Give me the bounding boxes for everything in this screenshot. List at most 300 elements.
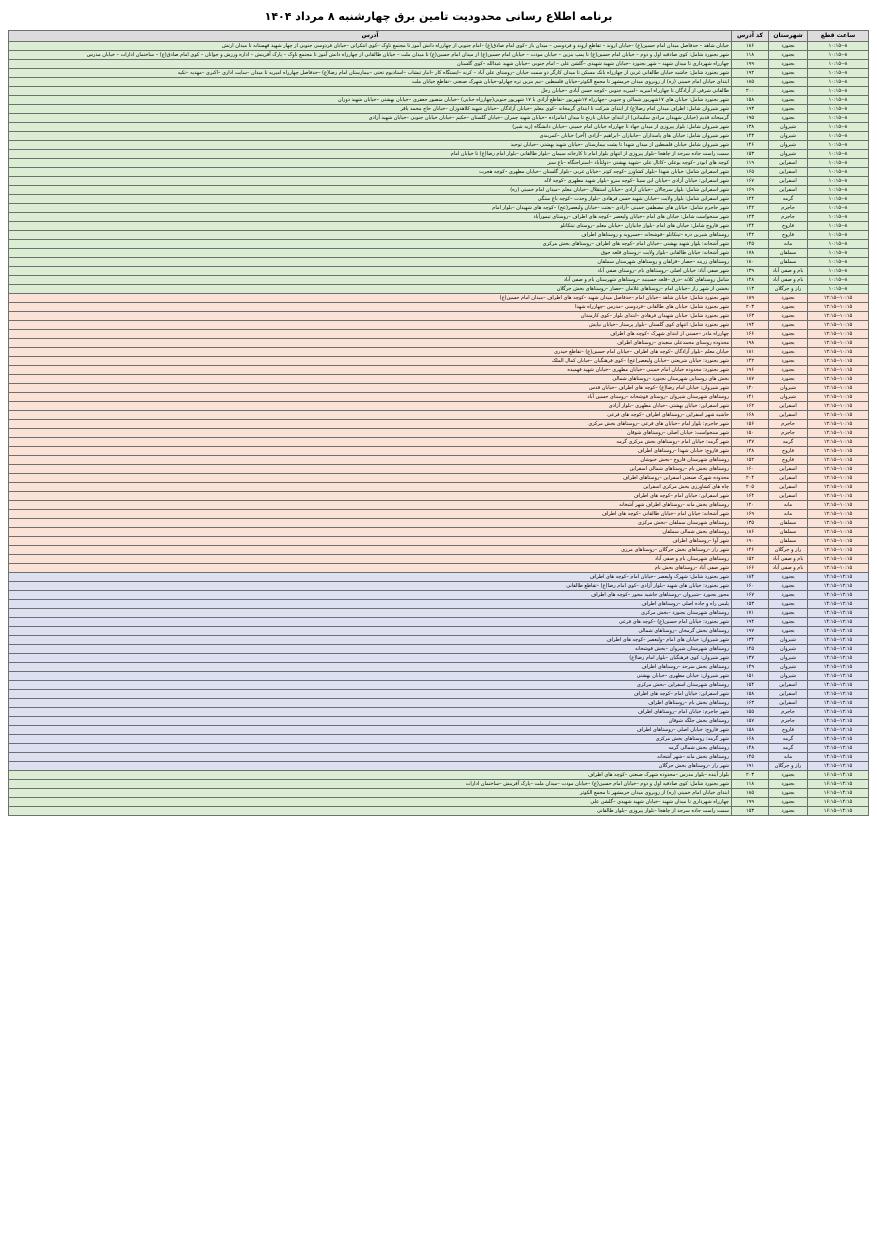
- cell-time: ۱۰:۱۵--۱۲:۱۵: [808, 366, 869, 375]
- cell-city: اسفراین: [769, 483, 808, 492]
- table-row: [9, 267, 869, 276]
- cell-address: خیابان معلم –بلوار آزادگان –کوچه های اطراف –خیابان امام حسین(ع) –تقاطع حیدری: [9, 348, 732, 357]
- cell-code: ۱۱۸: [732, 51, 769, 60]
- cell-address: شهر شیروان: خیابان های امام –ولیعصر –کوچه های اطراف: [9, 636, 732, 645]
- table-row: [9, 411, 869, 420]
- cell-address: شهر گرمه: روستاهای بخش مرکزی: [9, 735, 732, 744]
- cell-address: روستاهای بخش بام –روستاهای شمالی اسفراین: [9, 465, 732, 474]
- cell-time: ۱۰:۱۵--۱۲:۱۵: [808, 420, 869, 429]
- cell-code: ۱۶۷: [732, 177, 769, 186]
- cell-city: بجنورد: [769, 303, 808, 312]
- cell-time: ۸--۱۰:۱۵: [808, 123, 869, 132]
- table-row: [9, 663, 869, 672]
- cell-city: اسفراین: [769, 402, 808, 411]
- cell-address: شهر سنخواست شامل: خیابان های امام –خیابان ولیعصر –کوچه های اطراف –روستای تیمورآباد: [9, 213, 732, 222]
- cell-code: ۱۶۸: [732, 411, 769, 420]
- cell-time: ۱۰:۱۵--۱۲:۱۵: [808, 393, 869, 402]
- cell-time: ۱۰:۱۵--۱۲:۱۵: [808, 294, 869, 303]
- table-row: [9, 519, 869, 528]
- cell-city: جاجرم: [769, 708, 808, 717]
- cell-time: ۸--۱۰:۱۵: [808, 87, 869, 96]
- cell-city: اسفراین: [769, 411, 808, 420]
- table-row: [9, 366, 869, 375]
- table-row: [9, 294, 869, 303]
- table-body: [9, 42, 869, 816]
- cell-code: ۱۹۹: [732, 798, 769, 807]
- table-row: [9, 339, 869, 348]
- cell-address: شهر اسفراین: خیابان آزادی –خیابان ابن سینا –کوچه سرو –بلوار شهید مطهری –کوچه لاله: [9, 177, 732, 186]
- cell-address: شهر بجنورد: خیابان امام حسین(ع) –کوچه های فرعی: [9, 618, 732, 627]
- cell-city: بجنورد: [769, 114, 808, 123]
- cell-city: اسفراین: [769, 690, 808, 699]
- table-row: [9, 348, 869, 357]
- cell-address: روستاهای شهرستان بجنورد –بخش مرکزی: [9, 609, 732, 618]
- outage-table-wrap: [8, 30, 869, 816]
- cell-city: بجنورد: [769, 627, 808, 636]
- cell-city: فاروج: [769, 447, 808, 456]
- cell-code: ۱۵۸: [732, 690, 769, 699]
- cell-time: ۱۰:۱۵--۱۲:۱۵: [808, 456, 869, 465]
- cell-city: بجنورد: [769, 771, 808, 780]
- cell-address: محور بجنورد –شیروان –روستاهای حاشیه محور –کوچه های اطراف: [9, 591, 732, 600]
- cell-city: فاروج: [769, 222, 808, 231]
- cell-city: سملقان: [769, 528, 808, 537]
- cell-time: ۱۲:۱۵--۱۴:۱۵: [808, 645, 869, 654]
- cell-time: ۱۰:۱۵--۱۲:۱۵: [808, 465, 869, 474]
- cell-city: بام و صفی آباد: [769, 564, 808, 573]
- cell-code: ۱۸۶: [732, 42, 769, 51]
- cell-city: بجنورد: [769, 78, 808, 87]
- table-row: [9, 87, 869, 96]
- table-row: [9, 717, 869, 726]
- cell-time: ۱۴:۱۵--۱۶:۱۵: [808, 807, 869, 816]
- table-row: [9, 69, 869, 78]
- cell-time: ۱۴:۱۵--۱۶:۱۵: [808, 798, 869, 807]
- cell-city: اسفراین: [769, 159, 808, 168]
- cell-code: ۱۴۲: [732, 357, 769, 366]
- cell-address: کوچه های ابوذر –کوچه بوعلی –کانال علی –شهید بهشتی –دولتآباد –استراحتگاه –باغ سبز: [9, 159, 732, 168]
- cell-address: شهر بجنورد شامل: انتهای کوی گلستان –بلوار پرستار –خیابان نیایش: [9, 321, 732, 330]
- cell-code: ۱۵۱: [732, 672, 769, 681]
- cell-address: روستاهای شهرستان فاروج –بخش خبوشان: [9, 456, 732, 465]
- table-row: [9, 654, 869, 663]
- cell-code: ۱۸۰: [732, 258, 769, 267]
- table-row: [9, 249, 869, 258]
- cell-code: ۱۵۳: [732, 150, 769, 159]
- cell-time: ۸--۱۰:۱۵: [808, 69, 869, 78]
- table-row: [9, 231, 869, 240]
- cell-city: بجنورد: [769, 60, 808, 69]
- table-row: [9, 780, 869, 789]
- cell-time: ۸--۱۰:۱۵: [808, 240, 869, 249]
- table-header-row: [9, 31, 869, 42]
- table-row: [9, 159, 869, 168]
- cell-code: ۱۲۳: [732, 213, 769, 222]
- cell-code: ۱۹۱: [732, 762, 769, 771]
- cell-address: ابتدای خیابان امام خمینی (ره) از روبروی میدان خرمشهر تا مجمع الکوثر–خیابان فلسطین –نیم بنزین تره چهارلو–خیابان شهرک صنعتی –تقاطع خیابان ملت: [9, 78, 732, 87]
- cell-address: پلیس راه و جاده اصلی –روستاهای اطراف: [9, 600, 732, 609]
- table-row: [9, 186, 869, 195]
- cell-time: ۱۰:۱۵--۱۲:۱۵: [808, 384, 869, 393]
- cell-code: ۱۴۱: [732, 393, 769, 402]
- cell-code: ۱۷۸: [732, 249, 769, 258]
- cell-address: شهر بجنورد شامل: شهرک ولیعصر –خیابان امام –کوچه های اطراف: [9, 573, 732, 582]
- table-row: [9, 510, 869, 519]
- cell-city: راز و جرگلان: [769, 285, 808, 294]
- cell-time: ۱۰:۱۵--۱۲:۱۵: [808, 537, 869, 546]
- cell-city: شیروان: [769, 672, 808, 681]
- table-row: [9, 429, 869, 438]
- cell-address: شهر صفی آباد: خیابان اصلی –روستاهای بام –روستای صفی آباد: [9, 267, 732, 276]
- cell-time: ۸--۱۰:۱۵: [808, 78, 869, 87]
- cell-address: شهر شیروان شامل: اطراف میدان امام رضا(ع) از ابتدای شرکت تا ابتدای گرمخانه –کوی معلم –خیابان آزادگان –خیابان شهید کلاهدوزان –خیابان حاج محمد باقر: [9, 105, 732, 114]
- cell-code: ۲۰۳: [732, 771, 769, 780]
- cell-address: محدوده روستای محمدعلی سعیدی –روستاهای اطراف: [9, 339, 732, 348]
- cell-address: روستاهای شیرین دره –تیتکانلو –قوشخانه –خسرویه و روستاهای اطراف: [9, 231, 732, 240]
- cell-city: بجنورد: [769, 573, 808, 582]
- cell-code: ۱۴۶: [732, 141, 769, 150]
- cell-city: بجنورد: [769, 321, 808, 330]
- table-row: [9, 240, 869, 249]
- header-time: ساعت قطع: [808, 31, 869, 42]
- cell-code: ۱۸۱: [732, 348, 769, 357]
- table-row: [9, 78, 869, 87]
- cell-time: ۱۰:۱۵--۱۲:۱۵: [808, 528, 869, 537]
- cell-time: ۱۲:۱۵--۱۴:۱۵: [808, 618, 869, 627]
- cell-code: ۱۴۵: [732, 753, 769, 762]
- cell-city: شیروان: [769, 393, 808, 402]
- cell-time: ۱۲:۱۵--۱۴:۱۵: [808, 627, 869, 636]
- cell-address: شهر فاروج: خیابان شهدا –روستاهای اطراف: [9, 447, 732, 456]
- cell-address: شهر بجنورد شامل: خیابان های طالقانی –فردوسی –مدرس –چهارراه شهدا: [9, 303, 732, 312]
- cell-time: ۱۰:۱۵--۱۲:۱۵: [808, 312, 869, 321]
- cell-code: ۱۶۰: [732, 582, 769, 591]
- cell-city: اسفراین: [769, 681, 808, 690]
- cell-city: بام و صفی آباد: [769, 555, 808, 564]
- cell-time: ۱۰:۱۵--۱۲:۱۵: [808, 546, 869, 555]
- cell-address: چهارراه شهرداری تا میدان شهید –خیابان شهید شهیدی –گلشن علی: [9, 798, 732, 807]
- cell-city: بجنورد: [769, 780, 808, 789]
- cell-city: بجنورد: [769, 105, 808, 114]
- cell-address: شامل روستاهای کلاته –درق –قلعه حسینیه –روستاهای شهرستان بام و صفی آباد: [9, 276, 732, 285]
- cell-time: ۱۰:۱۵--۱۲:۱۵: [808, 375, 869, 384]
- table-row: [9, 375, 869, 384]
- cell-code: ۱۹۴: [732, 321, 769, 330]
- cell-time: ۱۰:۱۵--۱۲:۱۵: [808, 555, 869, 564]
- cell-city: اسفراین: [769, 699, 808, 708]
- cell-address: روستاهای شهرستان شیروان –بخش قوشخانه: [9, 645, 732, 654]
- cell-time: ۸--۱۰:۱۵: [808, 150, 869, 159]
- cell-time: ۸--۱۰:۱۵: [808, 177, 869, 186]
- cell-time: ۱۰:۱۵--۱۲:۱۵: [808, 519, 869, 528]
- cell-address: شهر آشخانه: خیابان طالقانی –بلوار ولایت –روستای قلعه جوق: [9, 249, 732, 258]
- cell-city: بجنورد: [769, 42, 808, 51]
- cell-address: چهارراه شهرداری تا میدان شهید – شهر بجنورد –خیابان شهید شهیدی –گلشن علی – امام جنوبی –خیابان شهید عبدالله –کوی گلستان: [9, 60, 732, 69]
- cell-code: ۱۹۸: [732, 339, 769, 348]
- cell-address: شهر بجنورد شامل: کوی صادقیه اول و دوم –خیابان امام حسین(ع) –خیابان مودت –میدان ملت –پارک آفرینش –ساختمان ادارات: [9, 780, 732, 789]
- cell-address: شهر شیروان شامل: خیابان های پاسداران –جانبازان –ابراهیم –آزادی (آخر) خیابان –کمربندی: [9, 132, 732, 141]
- cell-address: ابتدای خیابان امام خمینی (ره) از روبروی میدان خرمشهر تا مجمع الکوثر: [9, 789, 732, 798]
- cell-time: ۱۲:۱۵--۱۴:۱۵: [808, 654, 869, 663]
- cell-city: بجنورد: [769, 591, 808, 600]
- cell-city: شیروان: [769, 132, 808, 141]
- cell-code: ۱۴۶: [732, 546, 769, 555]
- cell-time: ۱۴:۱۵--۱۶:۱۵: [808, 771, 869, 780]
- cell-code: ۱۶۹: [732, 186, 769, 195]
- cell-address: شهر گرمه: خیابان امام –روستاهای بخش مرکزی گرمه: [9, 438, 732, 447]
- cell-time: ۸--۱۰:۱۵: [808, 60, 869, 69]
- cell-code: ۱۳۹: [732, 267, 769, 276]
- cell-time: ۱۲:۱۵--۱۴:۱۵: [808, 735, 869, 744]
- table-row: [9, 393, 869, 402]
- cell-address: شهر بجنورد شامل: خیابان شهیدان فرهادی –ابتدای بلوار –کوی کارمندان: [9, 312, 732, 321]
- table-row: [9, 51, 869, 60]
- cell-address: چهارراه مادر –حسنی از ابتدای شهرک –کوچه های اطراف: [9, 330, 732, 339]
- cell-address: شهر اسفراین شامل: خیابان شهدا –بلوار کشاورز –کوچه کوثر –خیابان غربی –بلوار گلستان –خیابان مطهری –کوچه هجرت: [9, 168, 732, 177]
- cell-time: ۱۲:۱۵--۱۴:۱۵: [808, 762, 869, 771]
- cell-code: ۱۴۷: [732, 438, 769, 447]
- cell-time: ۸--۱۰:۱۵: [808, 132, 869, 141]
- cell-city: سملقان: [769, 537, 808, 546]
- table-row: [9, 420, 869, 429]
- table-row: [9, 330, 869, 339]
- table-row: [9, 627, 869, 636]
- cell-address: شهر فاروج شامل: خیابان های امام –بلوار جانبازان –خیابان معلم –روستای تیتکانلو: [9, 222, 732, 231]
- cell-code: ۱۶۸: [732, 735, 769, 744]
- table-row: [9, 114, 869, 123]
- cell-address: شهر جاجرم: خیابان امام –روستاهای اطراف: [9, 708, 732, 717]
- cell-code: ۱۱۹: [732, 159, 769, 168]
- cell-address: شهر شیروان: خیابان امام رضا(ع) –کوچه های اطراف –خیابان قدس: [9, 384, 732, 393]
- cell-time: ۸--۱۰:۱۵: [808, 114, 869, 123]
- table-row: [9, 582, 869, 591]
- cell-code: ۱۴۰: [732, 384, 769, 393]
- table-row: [9, 321, 869, 330]
- table-row: [9, 735, 869, 744]
- cell-city: جاجرم: [769, 717, 808, 726]
- cell-address: روستاهای بخش بام –روستاهای اطراف: [9, 699, 732, 708]
- cell-code: ۱۴۸: [732, 276, 769, 285]
- cell-code: ۱۶۹: [732, 510, 769, 519]
- cell-city: راز و جرگلان: [769, 546, 808, 555]
- cell-code: ۱۴۸: [732, 744, 769, 753]
- table-row: [9, 546, 869, 555]
- cell-address: بخش های روستایی شهرستان بجنورد –روستاهای شمالی: [9, 375, 732, 384]
- cell-time: ۸--۱۰:۱۵: [808, 141, 869, 150]
- cell-code: ۱۸۷: [732, 375, 769, 384]
- table-row: [9, 528, 869, 537]
- cell-code: ۱۵۵: [732, 708, 769, 717]
- cell-address: روستاهای بخش مانه –شهر آشخانه: [9, 753, 732, 762]
- cell-code: ۱۵۸: [732, 96, 769, 105]
- cell-time: ۱۲:۱۵--۱۴:۱۵: [808, 672, 869, 681]
- cell-code: ۱۳۷: [732, 654, 769, 663]
- cell-address: شهر شیروان: خیابان مطهری –خیابان بهشتی: [9, 672, 732, 681]
- cell-time: ۱۰:۱۵--۱۲:۱۵: [808, 447, 869, 456]
- table-row: [9, 645, 869, 654]
- cell-time: ۸--۱۰:۱۵: [808, 42, 869, 51]
- table-row: [9, 807, 869, 816]
- cell-city: بجنورد: [769, 798, 808, 807]
- cell-address: شهر اسفراین شامل: بلوار سرچالان –خیابان آزادی –خیابان استقلال –خیابان معلم –میدان امام خمینی (ره): [9, 186, 732, 195]
- table-row: [9, 438, 869, 447]
- cell-city: مانه: [769, 501, 808, 510]
- cell-address: روستاهای بخش سرحد –روستاهای اطراف: [9, 663, 732, 672]
- cell-time: ۸--۱۰:۱۵: [808, 105, 869, 114]
- cell-time: ۱۰:۱۵--۱۲:۱۵: [808, 348, 869, 357]
- header-city: شهرستان: [769, 31, 808, 42]
- cell-code: ۱۶۲: [732, 402, 769, 411]
- cell-city: شیروان: [769, 150, 808, 159]
- cell-code: ۱۱۳: [732, 285, 769, 294]
- cell-address: شهر بجنورد شامل: کوی صادقیه اول و دوم – خیابان امام حسین(ع) تا پمپ بنزین – خیابان مودت – خیابان امام حسین(ع) از میدان امام حسین(ع) تا میدان ملت – خیابان طالقانی از چهارراه دانش آموز تا مجتمع ناوک – پارک آفرینش – اداره ورزش و جوانان – کوی امام صادق(ع) – ساختمان ادارات – خیابان مدرس: [9, 51, 732, 60]
- outage-table: [8, 30, 869, 816]
- table-row: [9, 744, 869, 753]
- cell-city: گرمه: [769, 744, 808, 753]
- table-row: [9, 492, 869, 501]
- cell-time: ۸--۱۰:۱۵: [808, 231, 869, 240]
- cell-time: ۱۰:۱۵--۱۲:۱۵: [808, 357, 869, 366]
- cell-address: شهر شیروان: کوی فرهنگیان –بلوار امام رضا(ع): [9, 654, 732, 663]
- cell-city: اسفراین: [769, 186, 808, 195]
- cell-city: جاجرم: [769, 429, 808, 438]
- table-row: [9, 600, 869, 609]
- cell-time: ۱۴:۱۵--۱۶:۱۵: [808, 789, 869, 798]
- cell-time: ۱۰:۱۵--۱۲:۱۵: [808, 438, 869, 447]
- cell-code: ۱۶۰: [732, 465, 769, 474]
- cell-city: شیروان: [769, 654, 808, 663]
- cell-code: ۱۶۶: [732, 564, 769, 573]
- cell-time: ۱۰:۱۵--۱۲:۱۵: [808, 474, 869, 483]
- cell-city: بجنورد: [769, 69, 808, 78]
- cell-time: ۱۰:۱۵--۱۲:۱۵: [808, 321, 869, 330]
- cell-address: روستاهای شهرستان شیروان –روستای قوشخانه –روستای حسین آباد: [9, 393, 732, 402]
- cell-time: ۱۰:۱۵--۱۲:۱۵: [808, 330, 869, 339]
- cell-address: روستاهای شهرستان بام و صفی آباد: [9, 555, 732, 564]
- cell-time: ۱۲:۱۵--۱۴:۱۵: [808, 699, 869, 708]
- cell-code: ۱۳۸: [732, 123, 769, 132]
- cell-code: ۱۵۰: [732, 429, 769, 438]
- cell-city: بجنورد: [769, 96, 808, 105]
- cell-city: جاجرم: [769, 204, 808, 213]
- cell-time: ۱۲:۱۵--۱۴:۱۵: [808, 726, 869, 735]
- cell-address: شهر بجنورد شامل: خیابان های ۱۷شهریور شمالی و جنوبی –چهارراه ۱۷شهریور –تقاطع آزادی با ۱۷ شهریور جنوبی(چهارراه حنابی) –خیابان منصور جعفری –خیابان بهشتی –خیابان شهید دوران: [9, 96, 732, 105]
- cell-code: ۲۰۳: [732, 303, 769, 312]
- cell-time: ۱۲:۱۵--۱۴:۱۵: [808, 582, 869, 591]
- cell-time: ۸--۱۰:۱۵: [808, 186, 869, 195]
- table-row: [9, 591, 869, 600]
- cell-city: بجنورد: [769, 600, 808, 609]
- cell-city: گرمه: [769, 438, 808, 447]
- cell-code: ۱۸۴: [732, 573, 769, 582]
- cell-address: طالقانی شرقی از آزادگان تا چهارراه امیریه –امیریه جنوبی –کوچه حسن آبادی –خیابان رجل: [9, 87, 732, 96]
- cell-city: بجنورد: [769, 582, 808, 591]
- cell-time: ۱۰:۱۵--۱۲:۱۵: [808, 492, 869, 501]
- table-row: [9, 177, 869, 186]
- table-row: [9, 123, 869, 132]
- table-row: [9, 213, 869, 222]
- cell-city: فاروج: [769, 231, 808, 240]
- cell-time: ۱۰:۱۵--۱۲:۱۵: [808, 564, 869, 573]
- table-row: [9, 753, 869, 762]
- cell-city: شیروان: [769, 663, 808, 672]
- cell-address: روستاهای بخش جلگه شوقان: [9, 717, 732, 726]
- cell-address: چاه های کشاورزی بخش مرکزی اسفراین: [9, 483, 732, 492]
- cell-address: شهر اسفراین: خیابان بهشتی –خیابان مطهری –بلوار آزادی: [9, 402, 732, 411]
- cell-time: ۱۲:۱۵--۱۴:۱۵: [808, 591, 869, 600]
- table-row: [9, 312, 869, 321]
- cell-code: ۲۰۵: [732, 483, 769, 492]
- cell-address: حاشیه شهر اسفراین –روستاهای اطراف –کوچه های فرعی: [9, 411, 732, 420]
- cell-city: سملقان: [769, 258, 808, 267]
- cell-city: بجنورد: [769, 366, 808, 375]
- cell-address: شهر شیروان شامل خیابان فلسطین از میدان شهدا تا پشت بیمارستان –خیابان شهید بهشتی –خیابان توحید: [9, 141, 732, 150]
- table-row: [9, 96, 869, 105]
- table-row: [9, 132, 869, 141]
- cell-code: ۱۵۸: [732, 726, 769, 735]
- cell-address: شهر فاروج: خیابان اصلی –روستاهای اطراف: [9, 726, 732, 735]
- cell-code: ۱۴۴: [732, 222, 769, 231]
- cell-address: شهر آشخانه: خیابان امام –خیابان طالقانی –کوچه های اطراف: [9, 510, 732, 519]
- table-row: [9, 636, 869, 645]
- header-address: آدرس: [9, 31, 732, 42]
- table-row: [9, 555, 869, 564]
- cell-code: ۱۹۵: [732, 114, 769, 123]
- cell-code: ۱۶۷: [732, 591, 769, 600]
- cell-code: ۱۸۵: [732, 789, 769, 798]
- table-row: [9, 474, 869, 483]
- cell-address: شهر اسفراین شامل: بلوار ولایت –خیابان شهید حسن فرهادی –بلوار وحدت –کوچه باغ سنگی: [9, 195, 732, 204]
- table-row: [9, 762, 869, 771]
- cell-code: ۱۵۴: [732, 681, 769, 690]
- cell-address: شهر اسفراین: خیابان امام –کوچه های اطراف: [9, 690, 732, 699]
- cell-address: شهر بجنورد: محدوده خیابان امام خمینی –خیابان مطهری –خیابان شهید فهمیده: [9, 366, 732, 375]
- table-row: [9, 672, 869, 681]
- table-row: [9, 501, 869, 510]
- cell-code: ۱۹۰: [732, 537, 769, 546]
- cell-time: ۸--۱۰:۱۵: [808, 213, 869, 222]
- table-row: [9, 564, 869, 573]
- table-row: [9, 573, 869, 582]
- table-row: [9, 384, 869, 393]
- table-row: [9, 699, 869, 708]
- cell-city: اسفراین: [769, 492, 808, 501]
- cell-code: ۱۹۲: [732, 69, 769, 78]
- cell-address: روستاهای بخش گرمخان –روستاهای شمالی: [9, 627, 732, 636]
- cell-time: ۸--۱۰:۱۵: [808, 159, 869, 168]
- cell-address: محدوده شهرک صنعتی اسفراین –روستاهای اطراف: [9, 474, 732, 483]
- cell-time: ۱۲:۱۵--۱۴:۱۵: [808, 717, 869, 726]
- header-code: کد آدرس: [732, 31, 769, 42]
- cell-code: ۱۴۵: [732, 645, 769, 654]
- cell-time: ۸--۱۰:۱۵: [808, 267, 869, 276]
- cell-address: شهر اسفراین: خیابان امام –کوچه های اطراف: [9, 492, 732, 501]
- cell-city: راز و جرگلان: [769, 762, 808, 771]
- cell-address: شهر جاجرم شامل: خیابان های مصطفی خمینی –آزادی –بعثت –خیابان ولیعصر(عج) –کوچه های شهیدان –بلوار امام: [9, 204, 732, 213]
- cell-city: فاروج: [769, 456, 808, 465]
- table-row: [9, 708, 869, 717]
- cell-code: ۱۷۱: [732, 609, 769, 618]
- cell-address: روستاهای زرینه –حصار –قزلقان و روستاهای شهرستان سملقان: [9, 258, 732, 267]
- table-row: [9, 141, 869, 150]
- table-row: [9, 222, 869, 231]
- cell-city: اسفراین: [769, 465, 808, 474]
- cell-code: ۱۱۸: [732, 780, 769, 789]
- table-row: [9, 798, 869, 807]
- cell-time: ۱۰:۱۵--۱۲:۱۵: [808, 501, 869, 510]
- cell-time: ۱۲:۱۵--۱۴:۱۵: [808, 573, 869, 582]
- cell-address: بلوار آینده –بلوار مدرس –محدوده شهرک صنعتی –کوچه های اطراف: [9, 771, 732, 780]
